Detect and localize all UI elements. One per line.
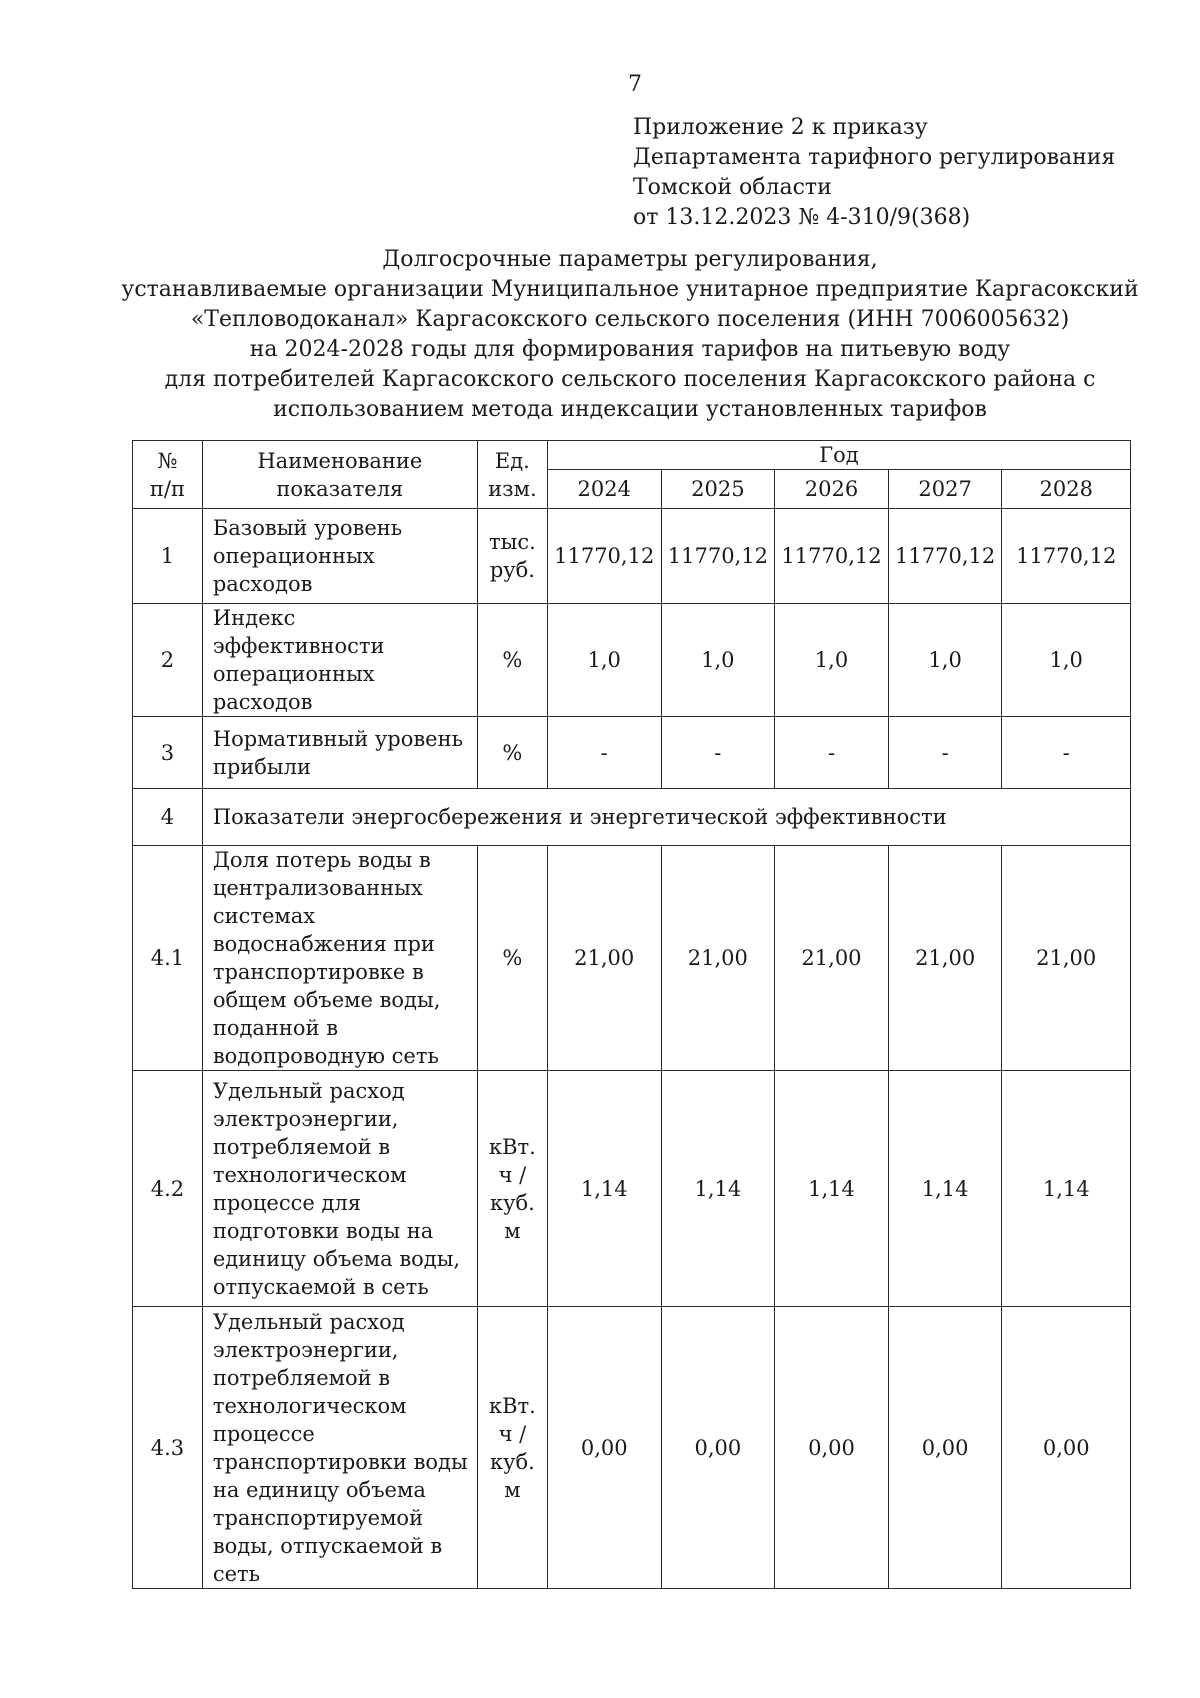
name-line: электроэнергии, (212, 1106, 399, 1131)
unit-line: м (504, 1477, 521, 1502)
name-line: Удельный расход (212, 1309, 405, 1334)
row-value: 21,00 (775, 846, 889, 1071)
row-value: 1,0 (547, 604, 661, 717)
row-value: 0,00 (888, 1307, 1002, 1589)
title-line: Долгосрочные параметры регулирования, (382, 247, 878, 272)
row-num: 4.2 (133, 1071, 203, 1307)
name-line: операционных (212, 662, 375, 686)
name-line: Доля потерь воды в (212, 848, 431, 872)
row-value: 11770,12 (661, 509, 775, 604)
name-line: на единицу объема (212, 1477, 426, 1502)
name-line: Нормативный уровень (212, 726, 464, 751)
header-year: 2025 (661, 470, 775, 509)
row-value: 1,0 (1002, 604, 1131, 717)
row-name (202, 717, 477, 789)
row-unit: % (477, 717, 547, 789)
row-value: 0,00 (661, 1307, 775, 1589)
row-value: 11770,12 (547, 509, 661, 604)
row-value: 1,14 (1002, 1071, 1131, 1307)
name-line: единицу объема воды, (212, 1246, 461, 1271)
unit-line: кВт. (488, 1393, 536, 1418)
appendix-line: Приложение 2 к приказу (633, 115, 928, 140)
title-line: на 2024-2028 годы для формирования тарифов на питьевую воду (249, 337, 1011, 362)
title-line: для потребителей Каргасокского сельского поселения Каргасокского района с (164, 367, 1096, 392)
row-value: - (661, 717, 775, 789)
table-row (133, 1307, 1131, 1589)
table-row (133, 1071, 1131, 1307)
unit-line: м (504, 1218, 521, 1243)
row-value: 0,00 (775, 1307, 889, 1589)
row-value: 21,00 (1002, 846, 1131, 1071)
name-line: Индекс эффективности (212, 606, 385, 658)
table-row (133, 846, 1131, 1071)
row-value: 11770,12 (1002, 509, 1131, 604)
name-line: процессе для (212, 1190, 361, 1215)
row-value: 1,14 (661, 1071, 775, 1307)
row-value: 1,0 (888, 604, 1002, 717)
row-value: 21,00 (547, 846, 661, 1071)
unit-line: руб. (489, 558, 535, 582)
row-unit: % (477, 846, 547, 1071)
header-text: № (157, 448, 178, 473)
header-text: изм. (488, 476, 537, 501)
row-name (202, 509, 477, 604)
row-name (202, 846, 477, 1071)
appendix-line: Департамента тарифного регулирования (633, 145, 1116, 170)
title-line: использованием метода индексации установленных тарифов (273, 397, 987, 422)
row-num: 4 (133, 789, 203, 846)
name-line: сеть (212, 1561, 261, 1586)
row-value: 0,00 (547, 1307, 661, 1589)
name-line: поданной в (212, 1016, 339, 1040)
name-line: воды, отпускаемой в (212, 1533, 443, 1558)
name-line: расходов (212, 690, 313, 714)
document-title (100, 245, 1160, 425)
row-value: 11770,12 (775, 509, 889, 604)
parameters-table (132, 440, 1131, 1589)
row-num: 2 (133, 604, 203, 717)
table-header (133, 441, 1131, 509)
row-value: - (775, 717, 889, 789)
row-unit (477, 509, 547, 604)
row-value: 1,0 (775, 604, 889, 717)
header-text: Ед. (494, 448, 530, 473)
row-value: 21,00 (661, 846, 775, 1071)
row-num: 4.1 (133, 846, 203, 1071)
row-unit: % (477, 604, 547, 717)
unit-line: ч / (498, 1162, 527, 1187)
table-row-section (133, 789, 1131, 846)
row-value: 11770,12 (888, 509, 1002, 604)
row-unit (477, 1307, 547, 1589)
table-row (133, 509, 1131, 604)
name-line: транспортировки воды (212, 1449, 468, 1474)
row-name (202, 1307, 477, 1589)
name-line: транспортировке в (212, 960, 424, 984)
header-name (202, 441, 477, 509)
header-year-group: Год (547, 441, 1130, 470)
appendix-line: от 13.12.2023 № 4-310/9(368) (633, 205, 971, 230)
name-line: электроэнергии, (212, 1337, 399, 1362)
row-name (202, 604, 477, 717)
row-value: - (547, 717, 661, 789)
title-line: «Тепловодоканал» Каргасокского сельского поселения (ИНН 7006005632) (190, 307, 1070, 332)
unit-line: ч / (498, 1421, 527, 1446)
header-year: 2026 (775, 470, 889, 509)
name-line: Удельный расход (212, 1078, 405, 1103)
row-name (202, 1071, 477, 1307)
row-value: - (1002, 717, 1131, 789)
page-number: 7 (628, 72, 642, 97)
row-value: 1,0 (661, 604, 775, 717)
section-title: Показатели энергосбережения и энергетической эффективности (202, 789, 1130, 846)
row-value: 0,00 (1002, 1307, 1131, 1589)
header-unit (477, 441, 547, 509)
row-value: 21,00 (888, 846, 1002, 1071)
table-row (133, 604, 1131, 717)
name-line: потребляемой в (212, 1134, 391, 1159)
unit-line: кВт. (488, 1134, 536, 1159)
row-num: 1 (133, 509, 203, 604)
name-line: системах (212, 904, 316, 928)
name-line: транспортируемой (212, 1505, 424, 1530)
unit-line: тыс. (489, 530, 536, 554)
title-line: устанавливаемые организации Муниципальное унитарное предприятие Каргасокский (121, 277, 1139, 302)
table-row (133, 717, 1131, 789)
name-line: прибыли (212, 754, 311, 779)
header-year: 2027 (888, 470, 1002, 509)
row-unit (477, 1071, 547, 1307)
header-text: п/п (149, 476, 185, 501)
name-line: потребляемой в (212, 1365, 391, 1390)
unit-line: куб. (489, 1190, 535, 1215)
appendix-note (633, 113, 1115, 233)
name-line: расходов (212, 572, 313, 596)
row-value: 1,14 (888, 1071, 1002, 1307)
row-value: - (888, 717, 1002, 789)
row-num: 3 (133, 717, 203, 789)
name-line: водоснабжения при (212, 932, 435, 956)
row-num: 4.3 (133, 1307, 203, 1589)
appendix-line: Томской области (633, 175, 832, 200)
name-line: водопроводную сеть (212, 1044, 439, 1068)
name-line: подготовки воды на (212, 1218, 434, 1243)
header-year: 2028 (1002, 470, 1131, 509)
name-line: технологическом (212, 1162, 407, 1187)
name-line: процессе (212, 1421, 315, 1446)
unit-line: куб. (489, 1449, 535, 1474)
name-line: общем объеме воды, (212, 988, 441, 1012)
name-line: Базовый уровень (212, 516, 403, 540)
name-line: централизованных (212, 876, 423, 900)
name-line: операционных (212, 544, 375, 568)
name-line: технологическом (212, 1393, 407, 1418)
header-num (133, 441, 203, 509)
row-value: 1,14 (547, 1071, 661, 1307)
name-line: отпускаемой в сеть (212, 1274, 429, 1299)
header-year: 2024 (547, 470, 661, 509)
header-text: показателя (276, 476, 404, 501)
header-text: Наименование (257, 448, 423, 473)
row-value: 1,14 (775, 1071, 889, 1307)
